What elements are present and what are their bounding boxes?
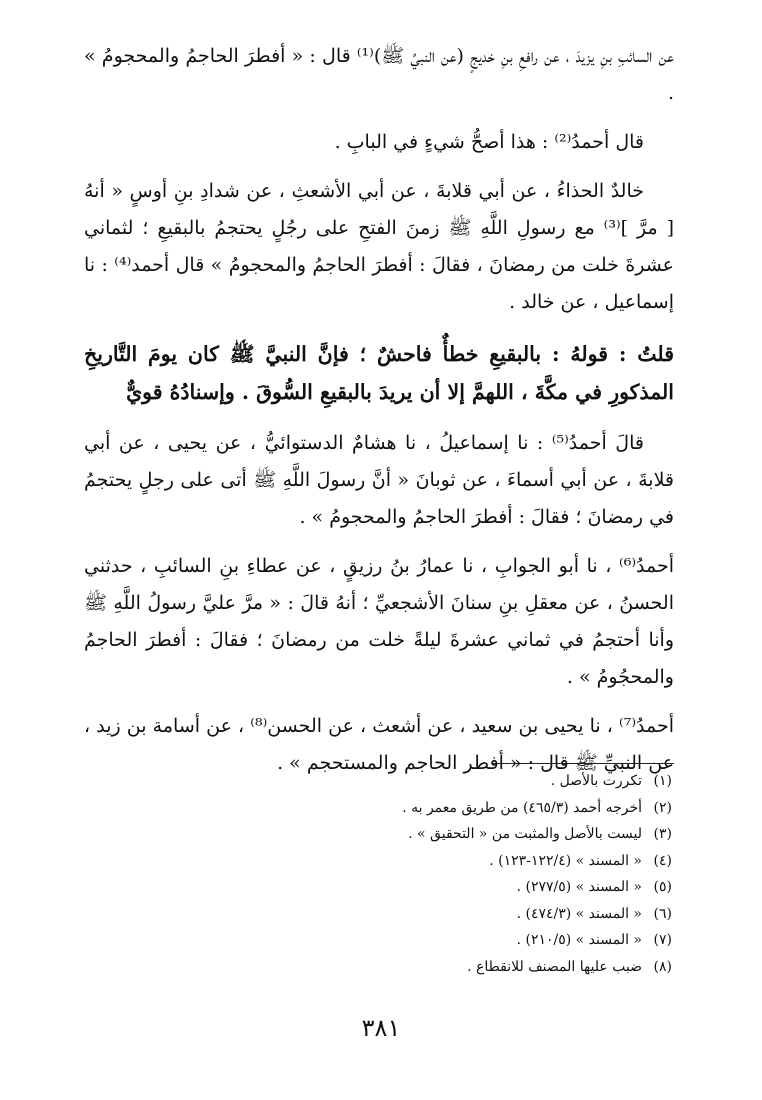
page-number: ٣٨١ bbox=[361, 1014, 401, 1042]
footnote-item bbox=[112, 795, 672, 822]
footnote-item bbox=[112, 927, 672, 954]
footnote-item bbox=[112, 768, 672, 795]
footnote-item bbox=[112, 901, 672, 928]
footnote-number: (٦) bbox=[653, 905, 672, 922]
paragraph-shaddad-ibn-aws: خالدٌ الحذاءُ ، عن أبي قلابةَ ، عن أبي الأشعثِ ، عن شدادِ بنِ أوسٍ « أنهُ [ مرَّ ]⁽³⁾ مع رسولِ اللَّهِ ﷺ زمنَ الفتحِ على رجُلٍ يحتجمُ بالبقيعِ ؛ لثماني عشرةَ خلت من رمضانَ ، فقالَ : أفطرَ الحاجمُ والمحجومُ » قال أحمد⁽⁴⁾ : نا إسماعيل ، عن خالد . bbox=[84, 180, 675, 313]
footnote-number: (٢) bbox=[653, 799, 672, 816]
footnote-item bbox=[112, 821, 672, 848]
footnote-number: (٨) bbox=[653, 958, 672, 975]
footnote-number: (٥) bbox=[653, 879, 672, 895]
footnote-text: أخرجه أحمد (٤٦٥/٣) من طريق معمر به . bbox=[402, 799, 642, 816]
main-text bbox=[84, 38, 674, 794]
footnote-text: ضبب عليها المصنف للانقطاع . bbox=[467, 958, 642, 975]
footnote-text: « المسند » (٢٧٧/٥) . bbox=[516, 879, 642, 895]
footnote-number: (٤) bbox=[653, 852, 672, 869]
footnote-item bbox=[112, 954, 672, 981]
paragraph-thawban: قالَ أحمدُ⁽⁵⁾ : نا إسماعيلُ ، نا هشامٌ الدستوائيُّ ، عن يحيى ، عن أبي قلابةَ ، عن أبي أسماءَ ، عن ثوبانَ « أنَّ رسولَ اللَّهِ ﷺ أتى على رجلٍ يحتجمُ في رمضانَ ؛ فقالَ : أفطرَ الحاجمُ والمحجومُ » . bbox=[84, 432, 674, 528]
footnote-text: تكررت بالأصل . bbox=[550, 773, 642, 789]
footnote-text: « المسند » (٤٧٤/٣) . bbox=[516, 905, 642, 922]
footnote-text: ليست بالأصل والمثبت من « التحقيق » . bbox=[408, 826, 642, 842]
paragraph-usama-ibn-zayd: أحمدُ⁽⁷⁾ ، نا يحيى بن سعيد ، عن أشعث ، عن الحسن⁽⁸⁾ ، عن أسامة بن زيد ، عن النبيِّ ﷺ قال : « أفطر الحاجم والمستحجم » . bbox=[84, 715, 674, 774]
paragraph-ahmad-comment: قال أحمدُ⁽²⁾ : هذا أصحُّ شيءٍ في البابِ . bbox=[334, 131, 644, 153]
footnote-item bbox=[112, 848, 672, 875]
footnote-number: (٣) bbox=[653, 826, 672, 842]
paragraph-maqil-ibn-sinan: أحمدُ⁽⁶⁾ ، نا أبو الجوابِ ، نا عمارُ بنُ رزيقٍ ، عن عطاءِ بنِ السائبِ ، حدثني الحسنُ ، عن معقلِ بنِ سنانَ الأشجعيِّ ؛ أنهُ قالَ : « مرَّ عليَّ رسولُ اللَّهِ ﷺ وأنا أحتجمُ في ثماني عشرةَ ليلةً خلت من رمضانَ ؛ فقالَ : أفطرَ الحاجمُ والمحجُومُ » . bbox=[84, 555, 674, 688]
footnote-divider bbox=[491, 763, 674, 764]
footnote-item bbox=[112, 874, 672, 901]
footnotes-list bbox=[112, 768, 672, 980]
footnote-text: « المسند » (٢١٠/٥) . bbox=[516, 932, 642, 948]
paragraph-rafi-ibn-khadij: عن السائبِ بنِ يزيدَ ، عن رافعِ بنِ خديجٍ (عن النبيِّ ﷺ)⁽¹⁾ قال : « أفطرَ الحاجمُ والمحجومُ » . bbox=[84, 45, 674, 104]
footnote-number: (١) bbox=[653, 773, 672, 789]
footnote-number: (٧) bbox=[653, 932, 672, 948]
paragraph-author-note: قلتُ : قولهُ : بالبقيعِ خطأٌ فاحشٌ ؛ فإنَّ النبيَّ ﷺ كان يومَ التَّاريخِ المذكورِ في مكَّةَ ، اللهمَّ إلا أن يريدَ بالبقيعِ السُّوقَ . وإسنادُهُ قويٌّ bbox=[84, 342, 674, 404]
footnote-text: « المسند » (١٢٢/٤-١٢٣) . bbox=[489, 852, 642, 869]
